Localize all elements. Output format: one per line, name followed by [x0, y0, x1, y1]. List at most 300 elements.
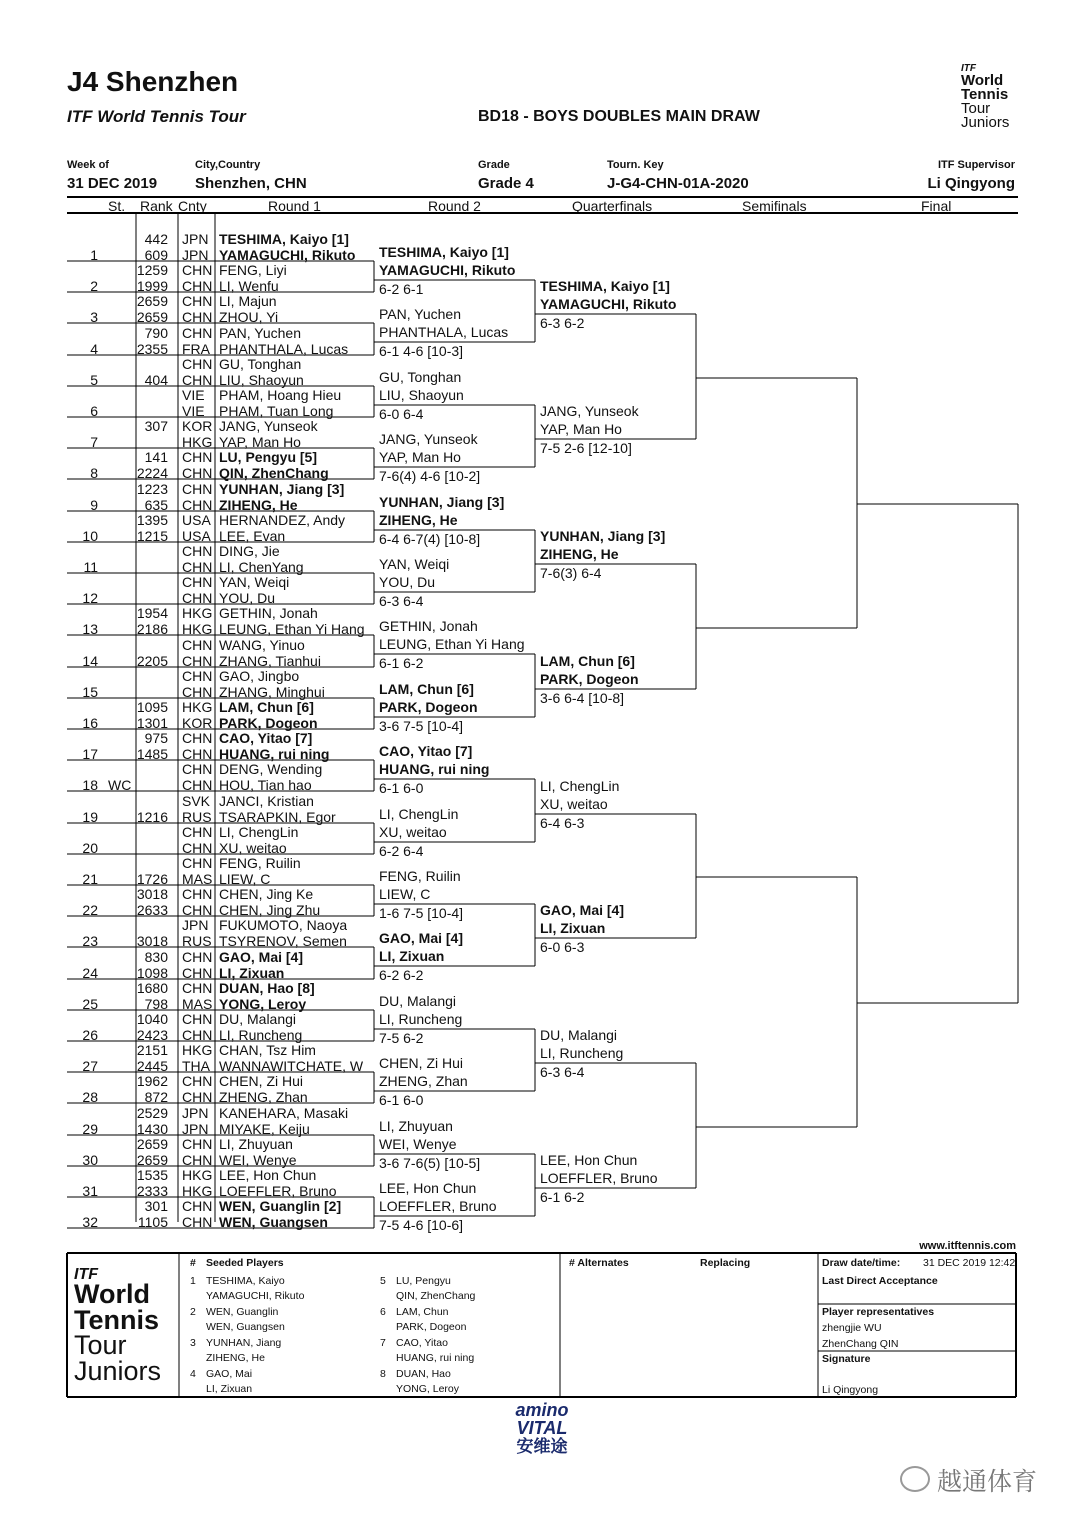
- seed-player: QIN, ZhenChang: [396, 1290, 476, 1302]
- player-name: YAN, Weiqi: [219, 574, 290, 590]
- player-rank: 975: [144, 730, 168, 746]
- entry-number: 2: [90, 278, 98, 294]
- player-country: HKG: [182, 605, 213, 621]
- round2-team-player: LIEW, C: [379, 886, 431, 902]
- player-name: TSARAPKIN, Egor: [219, 809, 336, 825]
- round2-team-player: LIU, Shaoyun: [379, 387, 464, 403]
- player-rank: 2355: [136, 341, 168, 357]
- col-header-cnty: Cnty: [178, 198, 207, 214]
- lda-label: Last Direct Acceptance: [822, 1275, 938, 1287]
- player-name: YAMAGUCHI, Rikuto: [219, 247, 356, 263]
- player-name: ZHOU, Yi: [219, 309, 279, 325]
- round2-score: 6-2 6-1: [379, 281, 424, 297]
- round2-team-player: TESHIMA, Kaiyo [1]: [379, 244, 509, 260]
- round2-team-player: LI, ChengLin: [379, 806, 459, 822]
- quarterfinal-score: 7-6(3) 6-4: [540, 565, 602, 581]
- player-rank: 872: [144, 1089, 168, 1105]
- player-name: LI, Majun: [219, 293, 277, 309]
- entry-number: 18: [82, 777, 98, 793]
- round2-team-player: PARK, Dogeon: [379, 699, 478, 715]
- player-rank: 1105: [137, 1214, 168, 1230]
- player-rank: 1485: [136, 746, 168, 762]
- round2-team-player: YAP, Man Ho: [379, 449, 461, 465]
- round2-team-player: YUNHAN, Jiang [3]: [379, 494, 505, 510]
- player-rank: 1962: [136, 1073, 168, 1089]
- seed-player: LI, Zixuan: [206, 1383, 253, 1395]
- entry-number: 13: [82, 621, 98, 637]
- entry-number: 16: [82, 715, 98, 731]
- wechat-icon: [900, 1466, 930, 1492]
- col-header-final: Final: [921, 198, 952, 214]
- round2-score: 7-5 6-2: [379, 1030, 424, 1046]
- player-rank: 1535: [136, 1167, 168, 1183]
- player-rank: 1430: [136, 1121, 168, 1137]
- player-country: MAS: [182, 871, 213, 887]
- entry-number: 19: [82, 809, 98, 825]
- player-rank: 2423: [136, 1027, 168, 1043]
- info-label-week: Week of: [67, 159, 109, 171]
- seed-player: PARK, Dogeon: [396, 1321, 467, 1333]
- round2-score: 1-6 7-5 [10-4]: [379, 905, 464, 921]
- quarterfinal-team-player: ZIHENG, He: [540, 546, 619, 562]
- entry-number: 26: [82, 1027, 98, 1043]
- player-rank: 2445: [136, 1058, 168, 1074]
- player-country: CHN: [182, 356, 213, 372]
- entry-status: WC: [108, 777, 132, 793]
- player-name: PAN, Yuchen: [219, 325, 301, 341]
- player-country: CHN: [182, 590, 213, 606]
- round2-team-player: WEI, Wenye: [379, 1136, 457, 1152]
- player-country: CHN: [182, 684, 213, 700]
- quarterfinal-team-player: JANG, Yunseok: [540, 403, 639, 419]
- player-name: CHEN, Zi Hui: [219, 1073, 304, 1089]
- round2-score: 3-6 7-6(5) [10-5]: [379, 1155, 481, 1171]
- round2-score: 6-3 6-4: [379, 593, 424, 609]
- info-label-city: City,Country: [195, 159, 261, 171]
- quarterfinal-score: 6-4 6-3: [540, 815, 585, 831]
- round2-team-player: JANG, Yunseok: [379, 431, 478, 447]
- round2-team-player: LOEFFLER, Bruno: [379, 1198, 497, 1214]
- sponsor-line-1: amino: [515, 1400, 569, 1420]
- round2-team-player: HUANG, rui ning: [379, 761, 490, 777]
- footer-logo-itf: ITF: [74, 1266, 98, 1283]
- tour-name: ITF World Tennis Tour: [67, 107, 246, 126]
- seed-player: WEN, Guangsen: [206, 1321, 285, 1333]
- player-rank: [136, 387, 168, 403]
- draw-name: BD18 - BOYS DOUBLES MAIN DRAW: [478, 108, 760, 125]
- player-rank: [136, 543, 168, 559]
- player-name: DING, Jie: [219, 543, 280, 559]
- player-rank: 3018: [136, 933, 168, 949]
- player-country: CHN: [182, 262, 213, 278]
- player-name: YONG, Leroy: [219, 996, 307, 1012]
- entry-number: 12: [82, 590, 98, 606]
- player-name: WANG, Yinuo: [219, 637, 305, 653]
- player-name: CAO, Yitao [7]: [219, 730, 313, 746]
- footer-itf-logo: [74, 1267, 174, 1385]
- player-rank: 1301: [136, 715, 168, 731]
- player-country: HKG: [182, 1167, 213, 1183]
- player-name: LI, ChengLin: [219, 824, 299, 840]
- player-name: WANNAWITCHATE, W: [219, 1058, 364, 1074]
- player-name: LEUNG, Ethan Yi Hang: [219, 621, 365, 637]
- player-name: JANCI, Kristian: [219, 793, 314, 809]
- player-name: GETHIN, Jonah: [219, 605, 318, 621]
- replacing-title: Replacing: [700, 1257, 751, 1269]
- player-name: WEI, Wenye: [219, 1152, 297, 1168]
- player-rank: 301: [144, 1198, 168, 1214]
- player-rank: [136, 574, 168, 590]
- seed-player: DUAN, Hao: [396, 1368, 451, 1380]
- signature-label: Signature: [822, 1353, 871, 1365]
- player-name: HOU, Tian hao: [219, 777, 312, 793]
- player-rank: [136, 793, 168, 809]
- player-country: VIE: [182, 387, 205, 403]
- entry-number: 25: [82, 996, 98, 1012]
- seed-player: GAO, Mai: [206, 1368, 253, 1380]
- seed-player: WEN, Guanglin: [206, 1306, 279, 1318]
- quarterfinal-team-player: LI, Zixuan: [540, 920, 606, 936]
- round2-team-player: YAMAGUCHI, Rikuto: [379, 262, 516, 278]
- player-rank: 2659: [136, 1152, 168, 1168]
- seed-player: YONG, Leroy: [396, 1383, 460, 1395]
- player-rank: 1259: [136, 262, 168, 278]
- player-name: YOU, Du: [219, 590, 276, 606]
- player-country: CHN: [182, 730, 213, 746]
- seed-number: 8: [380, 1368, 386, 1380]
- player-country: CHN: [182, 668, 213, 684]
- player-rank: [136, 559, 168, 575]
- round2-team-player: DU, Malangi: [379, 993, 457, 1009]
- player-name: WEN, Guangsen: [219, 1214, 328, 1230]
- player-country: CHN: [182, 949, 213, 965]
- player-name: MIYAKE, Keiju: [219, 1121, 310, 1137]
- player-country: HKG: [182, 1183, 213, 1199]
- player-name: ZHANG, Tianhui: [219, 653, 321, 669]
- player-rank: 1726: [136, 871, 168, 887]
- player-rank: [136, 840, 168, 856]
- round2-team-player: PHANTHALA, Lucas: [379, 324, 509, 340]
- info-label-grade: Grade: [478, 159, 510, 171]
- player-rank: [136, 684, 168, 700]
- player-rank: [136, 434, 168, 450]
- entry-number: 30: [82, 1152, 98, 1168]
- player-country: CHN: [182, 746, 213, 762]
- player-country: CHN: [182, 855, 213, 871]
- player-country: CHN: [182, 980, 213, 996]
- player-rank: [136, 356, 168, 372]
- player-name: LIU, Shaoyun: [219, 372, 304, 388]
- player-name: LAM, Chun [6]: [219, 699, 314, 715]
- player-rank: 798: [144, 996, 168, 1012]
- footer-logo-juniors: Juniors: [74, 1356, 162, 1387]
- reps-label: Player representatives: [822, 1306, 935, 1318]
- watermark: 越通体育: [937, 1468, 1038, 1496]
- col-header-rank: Rank: [140, 198, 173, 214]
- player-name: FENG, Ruilin: [219, 855, 301, 871]
- player-rank: 1216: [136, 809, 168, 825]
- player-name: TSYRENOV, Semen: [219, 933, 347, 949]
- round2-team-player: XU, weitao: [379, 824, 447, 840]
- quarterfinal-score: 6-3 6-4: [540, 1064, 585, 1080]
- player-rank: 830: [144, 949, 168, 965]
- player-rank: 1954: [136, 605, 168, 621]
- player-rank: 2659: [136, 309, 168, 325]
- entry-number: 8: [90, 465, 98, 481]
- logo-line-tour: Tour: [961, 100, 991, 117]
- round2-score: 6-1 6-0: [379, 780, 424, 796]
- player-rank: 1095: [136, 699, 168, 715]
- player-country: RUS: [182, 933, 212, 949]
- round2-score: 6-0 6-4: [379, 406, 424, 422]
- player-country: CHN: [182, 1073, 213, 1089]
- logo-line-tennis: Tennis: [961, 85, 1009, 103]
- round2-team-player: CAO, Yitao [7]: [379, 743, 473, 759]
- seed-number: 6: [380, 1306, 386, 1318]
- player-country: CHN: [182, 653, 213, 669]
- signature-value: Li Qingyong: [822, 1384, 879, 1396]
- player-country: CHN: [182, 840, 213, 856]
- player-rank: [136, 824, 168, 840]
- seed-number: 5: [380, 1275, 386, 1287]
- player-name: CHEN, Jing Zhu: [219, 902, 321, 918]
- player-name: PHANTHALA, Lucas: [219, 341, 349, 357]
- col-header-quarterfinals: Quarterfinals: [572, 198, 653, 214]
- entry-number: 1: [90, 247, 98, 263]
- player-name: JANG, Yunseok: [219, 418, 318, 434]
- player-rank: 2529: [136, 1105, 168, 1121]
- round2-team-player: FENG, Ruilin: [379, 868, 461, 884]
- player-country: FRA: [182, 341, 210, 357]
- player-country: CHN: [182, 777, 213, 793]
- round2-team-player: LEUNG, Ethan Yi Hang: [379, 636, 525, 652]
- player-country: CHN: [182, 372, 213, 388]
- player-name: DUAN, Hao [8]: [219, 980, 315, 996]
- player-country: THA: [182, 1058, 210, 1074]
- player-name: YAP, Man Ho: [219, 434, 301, 450]
- player-country: CHN: [182, 1089, 213, 1105]
- player-name: PHAM, Hoang Hieu: [219, 387, 342, 403]
- entry-number: 17: [82, 746, 98, 762]
- info-value-grade: Grade 4: [478, 175, 534, 192]
- player-rank: [136, 855, 168, 871]
- player-rank: 307: [144, 418, 168, 434]
- player-rank: 1999: [136, 278, 168, 294]
- player-rank: [136, 777, 168, 793]
- entry-number: 11: [83, 559, 98, 575]
- entry-number: 28: [82, 1089, 98, 1105]
- sponsor-line-3: 安维途: [516, 1437, 568, 1456]
- player-rank: 2659: [136, 1136, 168, 1152]
- entry-number: 20: [82, 840, 98, 856]
- entry-number: 32: [82, 1214, 98, 1230]
- info-value-tourn-key: J-G4-CHN-01A-2020: [607, 175, 749, 192]
- entry-number: 29: [82, 1121, 98, 1137]
- player-country: CHN: [182, 449, 213, 465]
- tournament-title: J4 Shenzhen: [67, 66, 239, 97]
- player-name: LI, Zhuyuan: [219, 1136, 293, 1152]
- player-country: RUS: [182, 809, 212, 825]
- player-name: YUNHAN, Jiang [3]: [219, 481, 345, 497]
- player-name: XU, weitao: [219, 840, 287, 856]
- player-rank: 1395: [136, 512, 168, 528]
- round2-team-player: YOU, Du: [379, 574, 436, 590]
- round2-team-player: GU, Tonghan: [379, 369, 462, 385]
- entry-number: 31: [82, 1183, 98, 1199]
- player-country: JPN: [182, 247, 209, 263]
- player-country: CHN: [182, 574, 213, 590]
- player-country: CHN: [182, 497, 213, 513]
- player-rank: 635: [144, 497, 168, 513]
- player-name: GAO, Mai [4]: [219, 949, 304, 965]
- player-name: KANEHARA, Masaki: [219, 1105, 349, 1121]
- player-rank: [136, 761, 168, 777]
- player-rank: 1098: [136, 965, 168, 981]
- player-country: CHN: [182, 325, 213, 341]
- entry-number: 10: [82, 528, 98, 544]
- player-rank: [136, 403, 168, 419]
- round2-team-player: ZIHENG, He: [379, 512, 458, 528]
- player-country: MAS: [182, 996, 213, 1012]
- seed-player: CAO, Yitao: [396, 1337, 448, 1349]
- player-country: CHN: [182, 543, 213, 559]
- player-name: DENG, Wending: [219, 761, 323, 777]
- seed-player: ZIHENG, He: [206, 1352, 265, 1364]
- player-country: CHN: [182, 1152, 213, 1168]
- round2-team-player: ZHENG, Zhan: [379, 1073, 468, 1089]
- footer-logo-tennis: Tennis: [74, 1304, 160, 1335]
- footer-logo-tour: Tour: [74, 1330, 127, 1361]
- player-name: LU, Pengyu [5]: [219, 449, 318, 465]
- seed-player: YUNHAN, Jiang: [206, 1337, 282, 1349]
- draw-date-value: 31 DEC 2019 12:42: [923, 1257, 1016, 1269]
- info-value-city: Shenzhen, CHN: [195, 175, 307, 192]
- player-country: CHN: [182, 637, 213, 653]
- seed-player: LAM, Chun: [396, 1306, 449, 1318]
- alternates-title: # Alternates: [569, 1257, 629, 1269]
- seed-number: 7: [380, 1337, 386, 1349]
- player-rank: 2186: [136, 621, 168, 637]
- player-rank: 2659: [136, 293, 168, 309]
- entry-number: 15: [82, 684, 98, 700]
- round2-team-player: LI, Zixuan: [379, 948, 445, 964]
- round2-score: 6-2 6-4: [379, 843, 424, 859]
- quarterfinal-team-player: LOEFFLER, Bruno: [540, 1170, 658, 1186]
- player-country: CHN: [182, 902, 213, 918]
- player-rank: 442: [144, 231, 168, 247]
- entry-number: 27: [82, 1058, 98, 1074]
- player-rank: 141: [144, 449, 168, 465]
- info-value-week: 31 DEC 2019: [67, 175, 158, 192]
- entry-number: 7: [90, 434, 98, 450]
- player-country: CHN: [182, 278, 213, 294]
- player-country: KOR: [182, 418, 213, 434]
- entry-number: 14: [82, 653, 98, 669]
- entry-number: 5: [90, 372, 98, 388]
- player-rank: [136, 590, 168, 606]
- player-country: CHN: [182, 886, 213, 902]
- round2-team-player: PAN, Yuchen: [379, 306, 461, 322]
- round2-team-player: CHEN, Zi Hui: [379, 1055, 464, 1071]
- quarterfinal-score: 3-6 6-4 [10-8]: [540, 690, 625, 706]
- round2-score: 7-5 4-6 [10-6]: [379, 1217, 464, 1233]
- seed-number: 2: [190, 1306, 196, 1318]
- quarterfinal-team-player: TESHIMA, Kaiyo [1]: [540, 278, 670, 294]
- round2-team-player: LI, Runcheng: [379, 1011, 463, 1027]
- info-value-supervisor: Li Qingyong: [927, 175, 1015, 192]
- player-country: CHN: [182, 824, 213, 840]
- round2-score: 6-1 6-2: [379, 655, 424, 671]
- entry-number: 24: [82, 965, 98, 981]
- player-name: LI, Zixuan: [219, 965, 285, 981]
- player-country: CHN: [182, 293, 213, 309]
- player-country: USA: [182, 528, 211, 544]
- draw-date-label: Draw date/time:: [822, 1257, 901, 1269]
- quarterfinal-team-player: GAO, Mai [4]: [540, 902, 625, 918]
- player-name: ZIHENG, He: [219, 497, 298, 513]
- player-name: LEE, Evan: [219, 528, 286, 544]
- round2-team-player: LEE, Hon Chun: [379, 1180, 477, 1196]
- player-country: CHN: [182, 1136, 213, 1152]
- player-rank: 1040: [136, 1011, 168, 1027]
- player-name: PARK, Dogeon: [219, 715, 318, 731]
- info-label-tourn-key: Tourn. Key: [607, 159, 664, 171]
- player-name: GU, Tonghan: [219, 356, 302, 372]
- round2-team-player: GETHIN, Jonah: [379, 618, 478, 634]
- player-country: JPN: [182, 1105, 209, 1121]
- player-country: CHN: [182, 465, 213, 481]
- player-name: FENG, Liyi: [219, 262, 287, 278]
- player-name: HERNANDEZ, Andy: [219, 512, 346, 528]
- seed-player: LU, Pengyu: [396, 1275, 451, 1287]
- player-rank: 2633: [136, 902, 168, 918]
- quarterfinal-team-player: PARK, Dogeon: [540, 671, 639, 687]
- player-rank: 2151: [136, 1042, 168, 1058]
- player-rank: 1680: [136, 980, 168, 996]
- entry-number: 22: [82, 902, 98, 918]
- info-label-supervisor: ITF Supervisor: [937, 159, 1015, 171]
- player-name: DU, Malangi: [219, 1011, 297, 1027]
- player-country: SVK: [182, 793, 211, 809]
- player-country: CHN: [182, 559, 213, 575]
- seed-number: 1: [190, 1275, 196, 1287]
- entry-number: 3: [90, 309, 98, 325]
- seed-number: 4: [190, 1368, 196, 1380]
- entry-number: 9: [90, 497, 98, 513]
- entry-number: 23: [82, 933, 98, 949]
- round2-score: 6-1 6-0: [379, 1092, 424, 1108]
- quarterfinal-score: 6-0 6-3: [540, 939, 585, 955]
- player-name: LI, ChenYang: [219, 559, 304, 575]
- round2-team-player: GAO, Mai [4]: [379, 930, 464, 946]
- player-country: USA: [182, 512, 211, 528]
- player-country: JPN: [182, 231, 209, 247]
- player-country: HKG: [182, 434, 213, 450]
- player-rank: 1223: [136, 481, 168, 497]
- col-header-round1: Round 1: [268, 198, 321, 214]
- player-country: CHN: [182, 1214, 213, 1230]
- player-name: LOEFFLER, Bruno: [219, 1183, 337, 1199]
- player-rank: 1215: [136, 528, 168, 544]
- seed-player: TESHIMA, Kaiyo: [206, 1275, 285, 1287]
- player-rank: 404: [144, 372, 168, 388]
- sponsor-logo: [506, 1401, 578, 1457]
- sponsor-line-2: VITAL: [516, 1418, 568, 1438]
- col-header-st: St.: [108, 198, 126, 214]
- quarterfinal-team-player: LEE, Hon Chun: [540, 1152, 638, 1168]
- seed-player: HUANG, rui ning: [396, 1352, 475, 1364]
- player-name: LI, Wenfu: [219, 278, 279, 294]
